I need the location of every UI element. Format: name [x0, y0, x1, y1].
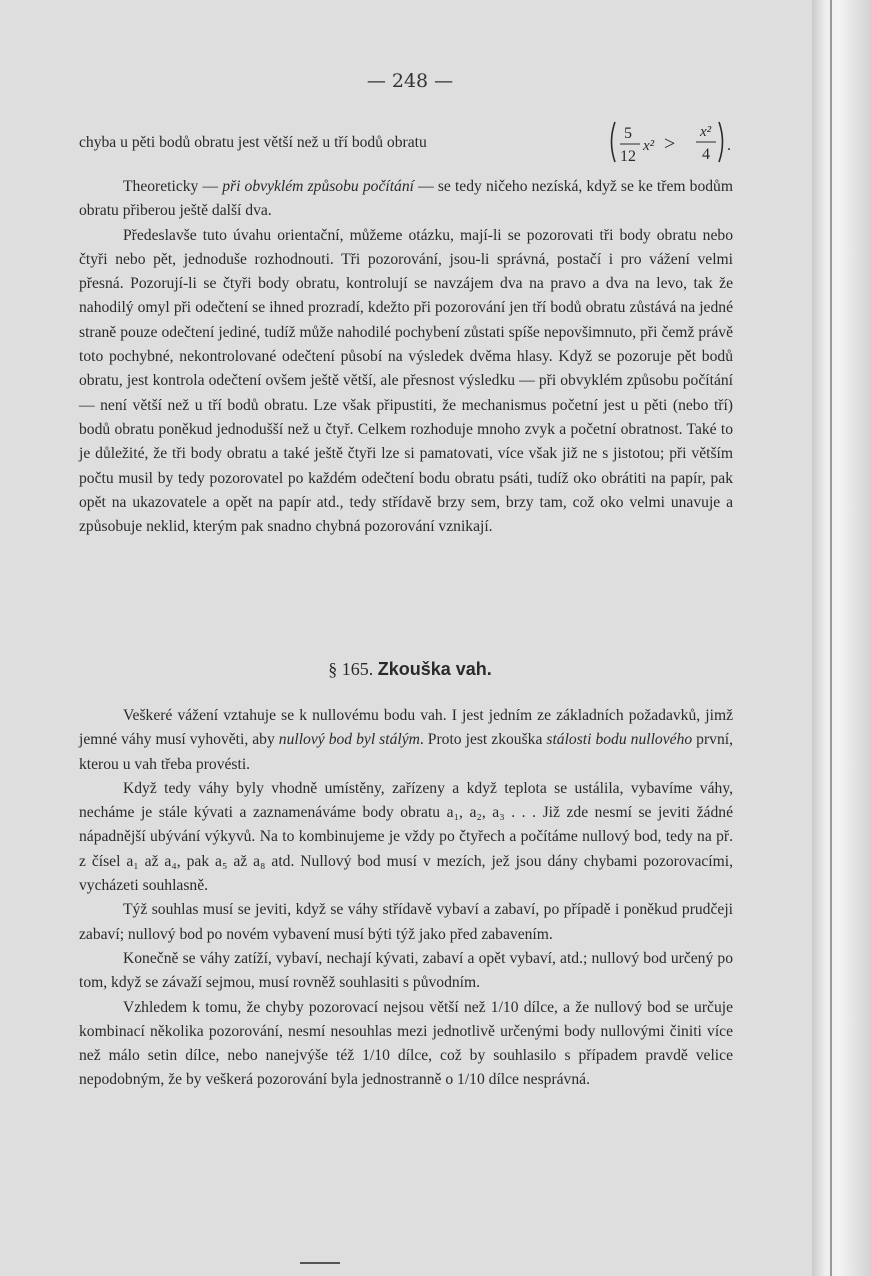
- bottom-mark: [300, 1262, 340, 1264]
- formula-rhs-num: x²: [700, 124, 712, 140]
- section-heading: [0, 659, 820, 680]
- first-line: chyba u pěti bodů obratu jest větší než u tří bodů obratu: [79, 134, 427, 151]
- formula-relation: >: [664, 133, 676, 155]
- paragraph-predeslavse: Předeslavše tuto úvahu orientační, můžeme otázku, mají-li se pozorovati tři body obratu nebo čtyři nebo pět, jednoduše rozhodnouti. Tři pozorování, jsou-li správná, postačí i pro vážení velmi přesná. Pozorují-li se čtyři body obratu, kontrolují se navzájem dva na pravo a dva na levo, tak že nahodilý omyl při odečtení se ihned prozradí, kdežto při pozorování jen tří bodů obratu zůstává na jedné straně pouze odečtení jediné, tudíž může nahodilé pochybení zůstati spíše nepovšimnuto, při čemž právě toto pochybné, nekontrolované odečtení působí na výsledek dvěma hlasy. Když se pozoruje pět bodů obratu, jest kontrola odečtení ovšem ještě větší, ale přesnost výsledku — při obvyklém způsobu počítání — není větší než u tří bodů obratu. Lze však připustiti, že mechanismus početní jest u pěti (nebo tří) bodů obratu poněkud jednodušší než u čtyř. Celkem rozhoduje mnoho zvyk a početní obratnost. Také to je důležité, že tři body obratu a také ještě čtyři lze si pamatovati, více však již ne s jistotou; při větším počtu musil by tedy pozorovatel po každém odečtení bodu obratu psáti, tudíž oko obrátiti na papír, pak opět na ukazovatele a opět na papír atd., tedy střídavě brzy sem, brzy tam, což oko velmi unavuje a způsobuje neklid, kterým pak snadno chybná pozorování vznikají.: [79, 226, 733, 536]
- formula-den: 12: [620, 148, 636, 165]
- formula-lhs-var: x²: [643, 138, 655, 154]
- binding-edge: [830, 0, 832, 1276]
- emphasis-text: při obvyklém způsobu počítání: [222, 178, 414, 195]
- paragraph-tyz-souhlas: Týž souhlas musí se jeviti, když se váhy střídavě vybaví a zabaví, po případě i poněkud prudčeji zabaví; nullový bod po novém vybavení musí býti týž jako před zabavením.: [79, 901, 733, 943]
- formula-tail: .: [727, 137, 731, 154]
- paragraph-konecne: Konečně se váhy zatíží, vybaví, nechají kývati, zabaví a opět vybaví, atd.; nullový bod určený po tom, když se závaží sejmou, musí rovněž souhlasiti s původním.: [79, 949, 733, 992]
- paragraph-vzhledem: Vzhledem k tomu, že chyby pozorovací nejsou větší než 1/10 dílce, a že nullový bod se určuje kombinací několika pozorování, nesmí nesouhlas mezi jednotlivě určenými body nullovými činiti více než málo setin dílce, nebo nanejvýše též 1/10 dílce, což by souhlasilo s případem pravdě velice nepodobným, že by veškerá pozorování byla jednostranně o 1/10 dílce nesprávná.: [79, 998, 733, 1089]
- page-gutter: [812, 0, 871, 1276]
- text-block-top: [79, 175, 733, 539]
- text-block-bottom: [79, 704, 733, 1093]
- emphasis-text: stálosti bodu nullového: [546, 731, 693, 749]
- formula-num: 5: [624, 125, 632, 142]
- formula-inequality: [606, 118, 736, 166]
- formula-rhs-den: 4: [702, 146, 710, 163]
- paragraph-vazeni: Veškeré vážení vztahuje se k nullovému bodu vah. I jest jedním ze základních požadavků, jimž jemné váhy musí vyhověti, aby nullový bod byl stálým. Proto jest zkouška stálosti bodu nullového první, kterou u vah třeba provésti.: [79, 707, 733, 773]
- emphasis-text: nullový bod byl stálým: [278, 731, 420, 749]
- section-number: § 165.: [328, 659, 374, 679]
- page-number: — 248 —: [366, 70, 454, 92]
- paragraph-kdyz-tedy: Když tedy váhy byly vhodně umístěny, zařízeny a když teplota se ustálila, vybavíme váhy, necháme je stále kývati a zaznamenáváme body obratu a₁, a₂, a₃ . . . Již zde nesmí se jeviti žádné nápadnější ubývání výkyvů. Na to kombinujeme je vždy po čtyřech a počítáme nullový bod, tedy na př. z čísel a₁ až a₄, pak a₅ až a₈ atd. Nullový bod musí v mezích, jež jsou dány chybami pozorovacími, vycházeti souhlasně.: [79, 779, 733, 895]
- paragraph-theoreticky: Theoreticky — při obvyklém způsobu počítání — se tedy ničeho nezíská, když se ke třem bodům obratu přiberou ještě další dva.: [79, 178, 733, 220]
- section-title: Zkouška vah.: [377, 659, 492, 679]
